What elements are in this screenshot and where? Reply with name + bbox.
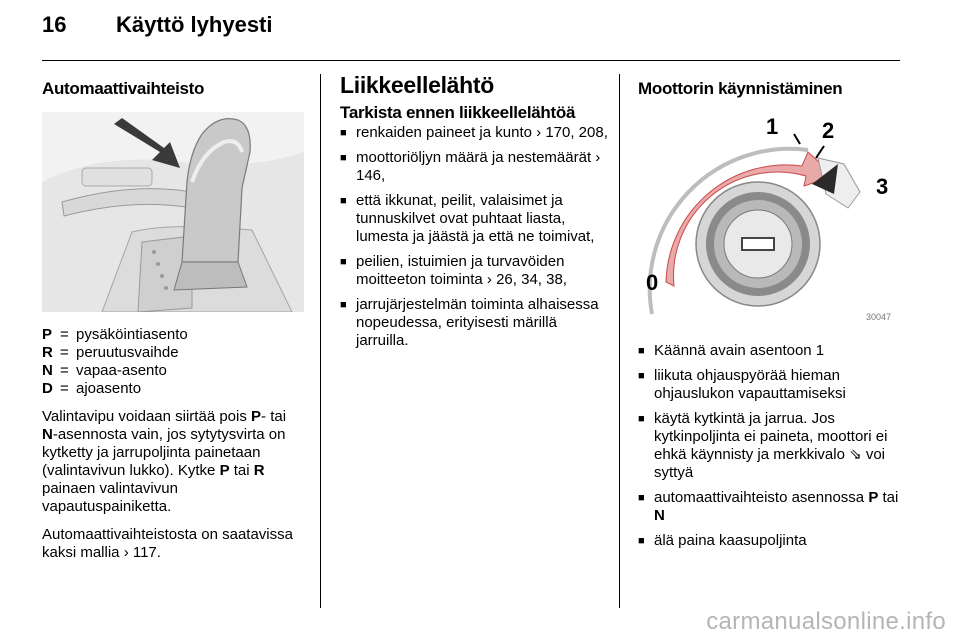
list-item: ■ älä paina kaasupoljinta xyxy=(638,532,900,550)
column-divider-2 xyxy=(619,74,620,608)
position-label-1: 1 xyxy=(766,114,779,139)
position-label-2: 2 xyxy=(822,118,835,143)
page-ref-arrow-icon: › xyxy=(595,149,601,166)
legend-row-r: R = peruutusvaihde xyxy=(42,344,179,361)
gear-legend xyxy=(42,326,304,398)
list-item: ■ että ikkunat, peilit, valaisimet ja tunnuskilvet ovat puhtaat liasta, lumesta ja jäästä ja että ne toimivat, xyxy=(340,192,608,246)
section-heading-transmission: Automaattivaihteisto xyxy=(42,79,205,98)
warning-lamp-icon: ⇘ xyxy=(849,446,862,463)
page-ref-arrow-icon: › xyxy=(123,544,129,561)
column-automatic-transmission xyxy=(42,74,304,562)
header-rule xyxy=(42,60,900,61)
legend-row-n: N = vapaa-asento xyxy=(42,362,167,379)
page-number: 16 xyxy=(42,12,67,37)
position-label-0: 0 xyxy=(646,270,659,295)
list-item: ■ automaattivaihteisto asennossa P tai N xyxy=(638,489,900,525)
pre-drive-checklist xyxy=(340,124,608,350)
models-paragraph: Automaattivaihteistosta on saatavissa kaksi mallia › 117. xyxy=(42,526,293,561)
column-engine-start xyxy=(638,74,900,557)
section-heading-engine-start: Moottorin käynnistäminen xyxy=(638,79,843,98)
list-item: ■ renkaiden paineet ja kunto › 170, 208, xyxy=(340,124,608,142)
gear-selector-illustration xyxy=(42,112,304,312)
list-item: ■ Käännä avain asentoon 1 xyxy=(638,342,900,360)
page-title: Käyttö lyhyesti xyxy=(116,12,273,37)
page-ref-arrow-icon: › xyxy=(536,124,542,141)
list-item: ■ liikuta ohjauspyörää hieman ohjauslukon vapauttamiseksi xyxy=(638,367,900,403)
figure-code: 30047 xyxy=(866,312,892,322)
list-item: ■ moottoriöljyn määrä ja nestemäärät › 146, xyxy=(340,149,608,185)
column-divider-1 xyxy=(320,74,321,608)
page-ref-arrow-icon: › xyxy=(486,271,492,288)
list-item: ■ jarrujärjestelmän toiminta alhaisessa nopeudessa, erityisesti märillä jarruilla. xyxy=(340,296,608,350)
ignition-switch-illustration xyxy=(638,114,900,324)
position-label-3: 3 xyxy=(876,174,889,199)
legend-row-p: P = pysäköintiasento xyxy=(42,326,188,343)
legend-row-d: D = ajoasento xyxy=(42,380,142,397)
list-item: ■ peilien, istuimien ja turvavöiden moitteeton toiminta › 26, 34, 38, xyxy=(340,253,608,289)
checklist-heading: Tarkista ennen liikkeellelähtöä xyxy=(340,103,576,122)
section-heading-driving-off: Liikkeellelähtö xyxy=(340,72,495,98)
selector-lever-paragraph: Valintavipu voidaan siirtää pois P- tai N-asennosta vain, jos sytytysvirta on kytketty ja jarrupoljinta painetaan (valintavivun lukko). Kytke P tai R painaen valintavivun vapautuspainiketta. xyxy=(42,408,287,515)
watermark: carmanualsonline.info xyxy=(706,608,946,635)
list-item: ■ käytä kytkintä ja jarrua. Jos kytkinpoljinta ei paineta, moottori ei ehkä käynnisty ja merkkivalo ⇘ voi syttyä xyxy=(638,410,900,482)
engine-start-steps xyxy=(638,342,900,550)
column-driving-off xyxy=(340,74,608,357)
